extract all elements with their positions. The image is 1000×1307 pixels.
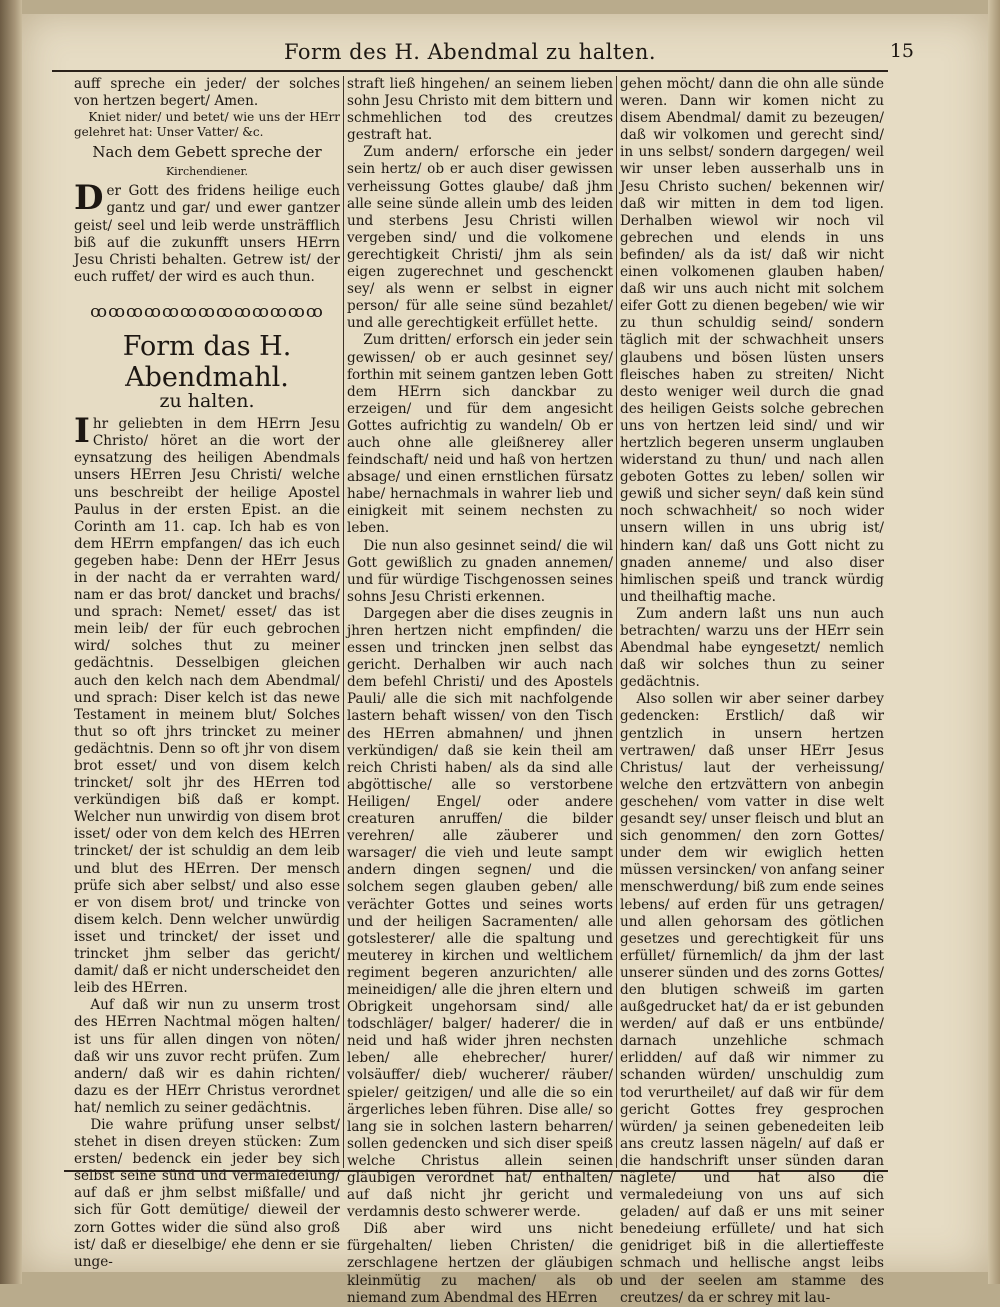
subheading: Nach dem Gebett spreche der	[92, 143, 322, 162]
paragraph: Dargegen aber die dises zeugnis in jhren hertzen nicht empfinden/ die essen und trincken jnen selbst das gericht. Derhalben wir auch nach dem befehl Christi/ und des Apostels Pauli/ alle die sich mit nachfolgende lastern behaft wissen/ von den Tisch des HErren abmahnen/ und jhnen verkündigen/ daß sie kein theil am reich Christi haben/ als da sind alle abgöttische/ alle so verstorbene Heiligen/ Engel/ oder andere creaturen anruffen/ die bilder verehren/ alle zäuberer und warsager/ die vieh und leute sampt andern dingen segnen/ und die solchem segen glauben geben/ alle verächter Gottes und seines worts und der heiligen Sacramenten/ alle gotslesterer/ alle die spaltung und meuterey in kirchen und weltlichem regiment begeren anzurichten/ alle meineidigen/ alle die jhren eltern und Obrigkeit ungehorsam sind/ alle todschläger/ balger/ haderer/ die in neid und haß wider jhren nechsten leben/ alle ehebrecher/ hurer/ volsäuffer/ dieb/ wucherer/ räuber/ spieler/ geitzigen/ und alle die so ein ärgerliches leben führen. Dise alle/ so lang sie in solchen lastern beharren/ sollen gedencken und sich diser speiß welche Christus allein seinen gläubigen verordnet hat/ enthalten/ auf daß nicht jhr gericht und verdamnis desto schwerer werde.	[347, 605, 613, 1221]
paragraph: Der Gott des fridens heilige euch gantz und gar/ und ewer gantzer geist/ seel und leib werde unsträfflich biß auf die zukunfft unsers HErrn Jesu Christi behalten. Getrew ist/ der euch ruffet/ der wird es auch thun.	[74, 178, 340, 285]
column-divider	[343, 76, 344, 1168]
paragraph: Diß aber wird uns nicht fürgehalten/ lieben Christen/ die zerschlagene hertzen der gläubigen kleinmütig zu machen/ als ob niemand zum Abendmal des HErren	[347, 1221, 613, 1306]
section-subtitle: zu halten.	[159, 390, 255, 413]
paragraph: Ihr geliebten in dem HErrn Jesu Christo/ höret an die wort der eynsatzung des heiligen Abendmals unsers HErren Jesu Christi/ welche uns beschreibt der heilige Apostel Paulus in der ersten Epist. an die Corinth am 11. cap. Ich hab es von dem HErrn empfangen/ das ich euch gegeben habe: Denn der HErr Jesus in der nacht da er verrahten ward/ nam er das brot/ dancket und brachs/ und sprach: Nemet/ esset/ das ist mein leib/ der für euch gebrochen wird/ solches thut zu meiner gedächtnis. Desselbigen gleichen auch den kelch nach dem Abendmal/ und sprach: Diser kelch ist das newe Testament in meinem blut/ Solches thut so oft jhrs trincket zu meiner gedächtnis. Denn so oft jhr von disem brot esset/ und von disem kelch trincket/ solt jhr des HErren tod verkündigen biß daß er kompt. Welcher nun unwirdig von disem brot isset/ oder von dem kelch des HErren trincket/ der ist schuldig an dem leib und blut des HErren. Der mensch prüfe sich aber selbst/ und also esse er von disem brot/ und trincke von disem kelch. Denn welcher unwürdig isset und trincket/ der isset und trincket jhm selber das gericht/ damit/ daß er nicht underscheidet den leib des HErren.	[74, 411, 340, 997]
section-title: Form das H. Abendmahl.	[122, 331, 292, 394]
paragraph: Die wahre prüfung unser selbst/ stehet in disen dreyen stücken: Zum ersten/ bedenck ein jeder bey sich selbst seine sünd und vermaledeiung/ auf daß er jhm selbst mißfalle/ und sich für Gott demütige/ dieweil der zorn Gottes wider die sünd also groß ist/ daß er dieselbige/ ehe denn er sie unge-	[74, 1116, 340, 1270]
paragraph: Zum dritten/ erforsch ein jeder sein gewissen/ ob er auch gesinnet sey/ forthin mit seinem gantzen leben Gott dem HErrn sich danckbar zu erzeigen/ und für dem angesicht Gottes aufrichtig zu wandeln/ Ob er auch ohne alle gleißnerey aller feindschaft/ neid und haß von hertzen absage/ und einen ernstlichen fürsatz habe/ hernachmals in wahrer lieb und einigkeit mit seinem nechsten zu leben.	[347, 332, 613, 537]
paragraph: Auf daß wir nun zu unserm trost des HErren Nachtmal mögen halten/ ist uns für allen dingen von nöten/ daß wir uns zuvor recht prüfen. Zum andern/ daß wir es dahin richten/ dazu es der HErr Christus verordnet hat/ nemlich zu seiner gedächtnis.	[74, 997, 340, 1116]
page-edge	[988, 0, 1000, 1284]
book-spine	[0, 0, 22, 1284]
page-number: 15	[889, 40, 914, 62]
ornament-divider: ꝏꝏꝏꝏꝏꝏꝏꝏꝏꝏꝏꝏꝏ	[90, 301, 324, 322]
subheading-minor: Kirchendiener.	[165, 165, 249, 179]
paragraph: Zum andern/ erforsche ein jeder sein hertz/ ob er auch diser gewissen verheissung Gottes glaube/ daß jhm alle seine sünde allein umb des leiden und sterbens Jesu Christi willen vergeben sind/ und die volkomene gerechtigkeit Christi/ jhm als sein eigen zugerechnet und geschenckt sey/ als wenn er selbst in eigner person/ für alle seine sünd bezahlet/ und alle gerechtigkeit erfüllet hette.	[347, 144, 613, 332]
bottom-rule	[64, 1170, 888, 1172]
paragraph: gehen möcht/ dann die ohn alle sünde weren. Dann wir komen nicht zu disem Abendmal/ damit zu bezeugen/ daß wir volkomen und gerecht sind/ in uns selbst/ sondern dargegen/ weil wir unser leben ausserhalb uns in Jesu Christo suchen/ bekennen wir/ daß wir mitten in dem tod ligen. Derhalben wiewol wir noch vil gebrechen und elends in uns befinden/ als da ist/ daß wir nicht einen volkomenen glauben haben/ daß wir uns auch nicht mit solchem eifer Gott zu dienen begeben/ wie wir zu thun schuldig seind/ sondern täglich mit der schwachheit unsers glaubens und bösen lüsten unsers fleisches haben zu streiten/ Nicht desto weniger weil durch die gnad des heiligen Geists solche gebrechen uns von hertzen leid sind/ und wir hertzlich begeren unserm unglauben widerstand zu thun/ und nach allen geboten Gottes zu leben/ sollen wir gewiß und sicher seyn/ daß kein sünd noch schwachheit/ so noch wider unsern willen in uns ubrig ist/ hindern kan/ daß uns Gott nicht zu gnaden anneme/ und also diser himlischen speiß und tranck würdig und theilhaftig mache.	[620, 76, 884, 605]
paragraph: Die nun also gesinnet seind/ die wil Gott gewißlich zu gnaden annemen/ und für würdige Tischgenossen seines sohns Jesu Christi erkennen.	[347, 537, 613, 605]
text-column-3	[620, 76, 884, 1306]
paragraph: auff spreche ein jeder/ der solches von hertzen begert/ Amen.	[74, 76, 340, 110]
paragraph: Zum andern laßt uns nun auch betrachten/ warzu uns der HErr sein Abendmal habe eyngesetzt/ nemlich daß wir solches thun zu seiner gedächtnis.	[620, 605, 884, 691]
text-column-2	[347, 76, 613, 1306]
column-divider	[616, 76, 617, 1168]
paragraph: straft ließ hingehen/ an seinem lieben sohn Jesu Christo mit dem bittern und schmehlichen tod des creutzes gestraft hat.	[347, 76, 613, 144]
text-column-1	[74, 76, 340, 1270]
page-header	[52, 30, 914, 72]
running-title: Form des H. Abendmal zu halten.	[283, 40, 657, 64]
rubric-paragraph: Kniet nider/ und betet/ wie uns der HErr gelehret hat: Unser Vatter/ &c.	[74, 110, 340, 140]
paragraph: Also sollen wir aber seiner darbey gedencken: Erstlich/ daß wir gentzlich in unsern hertzen vertrawen/ daß unser HErr Jesus Christus/ laut der verheissung/ welche den ertzvättern von anbegin geschehen/ vom vatter in dise welt gesandt sey/ unser fleisch und blut an sich genommen/ den zorn Gottes/ under dem wir ewiglich hetten müssen versincken/ von anfang seiner menschwerdung/ biß zum ende seines lebens/ auf erden für uns getragen/ und allen gehorsam des götlichen gesetzes und gerechtigkeit für uns erfüllet/ fürnemlich/ da jhm der last unserer sünden und des zorns Gottes/ den blutigen schweiß im garten außgedrucket hat/ da er ist gebunden werden/ auf daß er uns entbünde/ darnach unzehliche schmach erlidden/ auf daß wir nimmer zu schanden würden/ unschuldig zum tod verurtheilet/ auf daß wir für dem gericht Gottes frey gesprochen würden/ ja seinen gebenedeiten leib ans creutz lassen nägeln/ auf daß er die handschrift unser sünden daran näglete/ und hat also die vermaledeiung von uns auf sich geladen/ auf daß er uns mit seiner benedeiung erfüllete/ und hat sich genidriget biß in die allertieffeste schmach und hellische angst leibs und der seelen am stamme des creutzes/ da er schrey mit lau-	[620, 691, 884, 1306]
